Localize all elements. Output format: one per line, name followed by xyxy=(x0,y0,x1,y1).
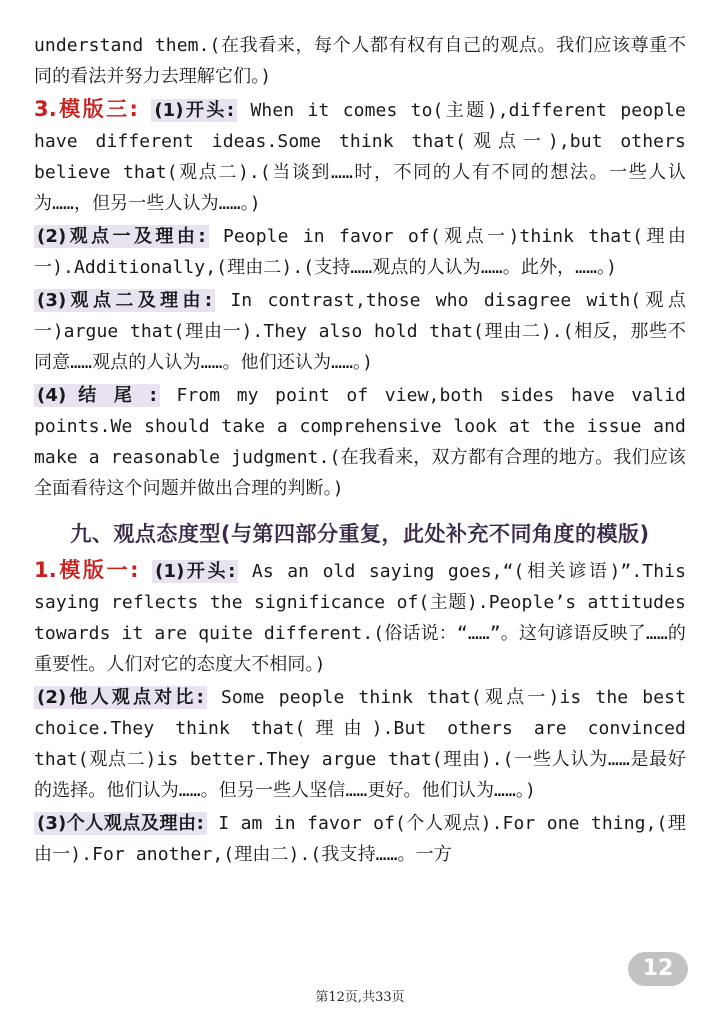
section-tag: (4) 结 尾 : xyxy=(34,384,160,407)
page-number-badge[interactable]: 12 xyxy=(628,952,688,986)
section-tag: (2)他人观点对比: xyxy=(34,686,207,709)
paragraph-text: From my point of view,both sides have valid points.We should take a comprehensive look at the issue and make a reasonable judgment.(在我看来，双方都有合理的地方。我们应该全面看待这个问题并做出合理的判断。) xyxy=(34,385,686,499)
template-one-comparison xyxy=(34,682,686,806)
document-body xyxy=(34,30,686,872)
page-footer: 第12页,共33页 xyxy=(315,990,405,1005)
paragraph-text: In contrast,those who disagree with(观点一)argue that(理由一).They also hold that(理由二).(相反，那些不同意……观点的人认为……。他们还认为……。) xyxy=(34,290,686,373)
template-three-ending xyxy=(34,380,686,504)
template-label: 3.模版三: xyxy=(34,97,139,121)
paragraph-text: Some people think that(观点一)is the best choice.They think that(理由).But others are convinced that(观点二)is better.They argue that(理由).(一些人认为……是最好的选择。他们认为……。但另一些人坚信……更好。他们认为……。) xyxy=(34,687,687,801)
paragraph-text: As an old saying goes,“(相关谚语)”.This saying reflects the significance of(主题).People’s attitudes towards it are quite different.(俗话说：“……”。这句谚语反映了……的重要性。人们对它的态度大不相同。) xyxy=(34,561,687,675)
paragraph-continuation xyxy=(34,30,686,92)
paragraph-text: understand them.(在我看来，每个人都有权有自己的观点。我们应该尊重不同的看法并努力去理解它们。) xyxy=(34,35,686,87)
template-one-personal-view xyxy=(34,808,686,870)
section-tag: (1)开头: xyxy=(152,560,238,583)
section-heading: 九、观点态度型(与第四部分重复，此处补充不同角度的模版) xyxy=(70,522,650,546)
template-label: 1.模版一: xyxy=(34,558,139,582)
template-three-viewpoint-one xyxy=(34,221,686,283)
paragraph-text: When it comes to(主题),different people have different ideas.Some think that(观点一),but others believe that(观点二).(当谈到……时，不同的人有不同的想法。一些人认为……，但另一些人认为……。) xyxy=(34,100,686,214)
section-tag: (1)开头: xyxy=(151,99,237,122)
paragraph-text: People in favor of(观点一)think that(理由一).Additionally,(理由二).(支持……观点的人认为……。此外，……。) xyxy=(34,226,686,278)
section-tag: (3)观点二及理由: xyxy=(34,289,215,312)
template-three-viewpoint-two xyxy=(34,285,686,378)
paragraph-text: I am in favor of(个人观点).For one thing,(理由一).For another,(理由二).(我支持……。一方 xyxy=(34,813,687,865)
template-one-opening xyxy=(34,555,686,680)
section-tag: (3)个人观点及理由: xyxy=(34,812,207,835)
section-tag: (2)观点一及理由: xyxy=(34,225,209,248)
template-three-opening xyxy=(34,94,686,219)
